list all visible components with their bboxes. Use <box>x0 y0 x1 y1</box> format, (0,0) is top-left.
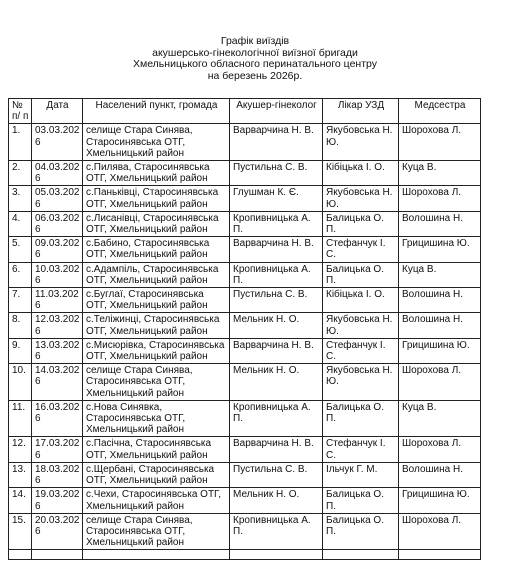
table-row <box>9 262 481 287</box>
cell-place: с.Мисюрівка, Старосинявська ОТГ, Хмельницький район <box>83 338 230 363</box>
cell-place: с.Чехи, Старосинявська ОТГ, Хмельницький район <box>83 488 230 513</box>
cell-place: с.Бабино, Старосинявська ОТГ, Хмельницький район <box>83 237 230 262</box>
cell-uzd: Стефанчук І. С. <box>323 437 399 462</box>
cell-obgyn: Варварчина Н. В. <box>230 338 323 363</box>
cell-obgyn: Мельник Н. О. <box>230 364 323 401</box>
cell-num: 14. <box>9 488 32 513</box>
cell-empty <box>83 550 230 560</box>
cell-date: 06.03.2026 <box>32 211 83 236</box>
table-row <box>9 462 481 487</box>
title-line-3: Хмельницького обласного перинатального центру <box>132 58 378 71</box>
cell-num: 12. <box>9 437 32 462</box>
cell-uzd: Балицька О. П. <box>323 488 399 513</box>
cell-empty <box>230 550 323 560</box>
cell-nurse: Грицишина Ю. <box>399 488 481 513</box>
table-row-cutoff <box>9 550 481 560</box>
cell-date: 19.03.2026 <box>32 488 83 513</box>
cell-place: с.Лисанівці, Старосинявська ОТГ, Хмельницький район <box>83 211 230 236</box>
cell-obgyn: Глушман К. Є. <box>230 186 323 211</box>
title-line-1: Графік виїздів <box>220 35 290 47</box>
table-row <box>9 161 481 186</box>
cell-num: 7. <box>9 288 32 313</box>
cell-uzd: Балицька О. П. <box>323 513 399 550</box>
cell-place: селище Стара Синява, Старосинявська ОТГ, Хмельницький район <box>83 124 230 161</box>
header-date: Дата <box>32 99 83 124</box>
cell-num: 13. <box>9 462 32 487</box>
cell-empty <box>323 550 399 560</box>
cell-obgyn: Варварчина Н. В. <box>230 437 323 462</box>
cell-place: с.Нова Синявка, Старосинявська ОТГ, Хмельницький район <box>83 400 230 437</box>
cell-nurse: Шорохова Л. <box>399 364 481 401</box>
cell-num: 8. <box>9 313 32 338</box>
cell-nurse: Шорохова Л. <box>399 437 481 462</box>
cell-uzd: Ільчук Г. М. <box>323 462 399 487</box>
cell-nurse: Волошина Н. <box>399 462 481 487</box>
cell-nurse: Шорохова Л. <box>399 124 481 161</box>
cell-place: с.Пилява, Старосинявська ОТГ, Хмельницький район <box>83 161 230 186</box>
cell-date: 20.03.2026 <box>32 513 83 550</box>
cell-date: 18.03.2026 <box>32 462 83 487</box>
table-row <box>9 488 481 513</box>
cell-uzd: Стефанчук І. С. <box>323 338 399 363</box>
cell-place: селище Стара Синява, Старосинявська ОТГ, Хмельницький район <box>83 364 230 401</box>
cell-date: 04.03.2026 <box>32 161 83 186</box>
table-row <box>9 513 481 550</box>
cell-uzd: Кібіцька І. О. <box>323 288 399 313</box>
schedule-table <box>8 98 481 560</box>
table-row <box>9 211 481 236</box>
cell-empty <box>32 550 83 560</box>
cell-uzd: Якубовська Н. Ю. <box>323 364 399 401</box>
cell-uzd: Кібіцька І. О. <box>323 161 399 186</box>
title-line-4: на березень 2026р. <box>207 69 303 82</box>
cell-place: с.Паньківці, Старосинявська ОТГ, Хмельницький район <box>83 186 230 211</box>
cell-empty <box>399 550 481 560</box>
cell-num: 3. <box>9 186 32 211</box>
cell-uzd: Балицька О. П. <box>323 400 399 437</box>
cell-num: 9. <box>9 338 32 363</box>
header-num: № п/ п <box>9 99 32 124</box>
cell-obgyn: Пустильна С. В. <box>230 161 323 186</box>
cell-date: 11.03.2026 <box>32 288 83 313</box>
cell-uzd: Якубовська Н. Ю. <box>323 186 399 211</box>
cell-date: 16.03.2026 <box>32 400 83 437</box>
cell-obgyn: Пустильна С. В. <box>230 462 323 487</box>
table-body <box>9 124 481 560</box>
cell-place: селище Стара Синява, Старосинявська ОТГ, Хмельницький район <box>83 513 230 550</box>
cell-date: 13.03.2026 <box>32 338 83 363</box>
cell-nurse: Грицишина Ю. <box>399 237 481 262</box>
table-row <box>9 437 481 462</box>
cell-date: 14.03.2026 <box>32 364 83 401</box>
table-row <box>9 186 481 211</box>
cell-date: 03.03.2026 <box>32 124 83 161</box>
cell-num: 11. <box>9 400 32 437</box>
cell-nurse: Волошина Н. <box>399 313 481 338</box>
table-row <box>9 364 481 401</box>
cell-obgyn: Пустильна С. В. <box>230 288 323 313</box>
table-row <box>9 313 481 338</box>
cell-obgyn: Мельник Н. О. <box>230 313 323 338</box>
cell-num: 2. <box>9 161 32 186</box>
cell-place: с.Буглаї, Старосинявська ОТГ, Хмельницький район <box>83 288 230 313</box>
cell-date: 09.03.2026 <box>32 237 83 262</box>
cell-uzd: Стефанчук І. С. <box>323 237 399 262</box>
cell-obgyn: Мельник Н. О. <box>230 488 323 513</box>
cell-num: 6. <box>9 262 32 287</box>
cell-num: 5. <box>9 237 32 262</box>
cell-uzd: Балицька О. П. <box>323 262 399 287</box>
cell-nurse: Волошина Н. <box>399 211 481 236</box>
cell-uzd: Якубовська Н. Ю. <box>323 313 399 338</box>
title-line-2: акушерсько-гінекологічної виїзної бригади <box>152 46 358 59</box>
cell-nurse: Грицишина Ю. <box>399 338 481 363</box>
cell-empty <box>9 550 32 560</box>
table-header-row <box>9 99 481 124</box>
cell-place: с.Пасічна, Старосинявська ОТГ, Хмельницький район <box>83 437 230 462</box>
cell-date: 17.03.2026 <box>32 437 83 462</box>
table-row <box>9 400 481 437</box>
cell-num: 1. <box>9 124 32 161</box>
cell-obgyn: Кропивницька А. П. <box>230 400 323 437</box>
cell-date: 05.03.2026 <box>32 186 83 211</box>
cell-nurse: Куца В. <box>399 161 481 186</box>
header-place: Населений пункт, громада <box>83 99 230 124</box>
cell-nurse: Куца В. <box>399 400 481 437</box>
header-obgyn: Акушер-гінеколог <box>230 99 323 124</box>
cell-num: 15. <box>9 513 32 550</box>
cell-place: с.Адампіль, Старосинявська ОТГ, Хмельницький район <box>83 262 230 287</box>
header-uzd: Лікар УЗД <box>323 99 399 124</box>
cell-obgyn: Кропивницька А. П. <box>230 513 323 550</box>
cell-obgyn: Кропивницька А. П. <box>230 211 323 236</box>
cell-nurse: Шорохова Л. <box>399 186 481 211</box>
table-row <box>9 338 481 363</box>
cell-num: 10. <box>9 364 32 401</box>
cell-uzd: Якубовська Н. Ю. <box>323 124 399 161</box>
cell-num: 4. <box>9 211 32 236</box>
header-nurse: Медсестра <box>399 99 481 124</box>
cell-nurse: Шорохова Л. <box>399 513 481 550</box>
cell-uzd: Балицька О. П. <box>323 211 399 236</box>
cell-place: с.Теліжинці, Старосинявська ОТГ, Хмельницький район <box>83 313 230 338</box>
cell-nurse: Волошина Н. <box>399 288 481 313</box>
cell-place: с.Щербані, Старосинявська ОТГ, Хмельницький район <box>83 462 230 487</box>
cell-nurse: Куца В. <box>399 262 481 287</box>
cell-date: 10.03.2026 <box>32 262 83 287</box>
document-title <box>0 36 510 82</box>
cell-obgyn: Варварчина Н. В. <box>230 237 323 262</box>
table-row <box>9 288 481 313</box>
table-row <box>9 237 481 262</box>
cell-obgyn: Варварчина Н. В. <box>230 124 323 161</box>
cell-obgyn: Кропивницька А. П. <box>230 262 323 287</box>
cell-date: 12.03.2026 <box>32 313 83 338</box>
table-row <box>9 124 481 161</box>
